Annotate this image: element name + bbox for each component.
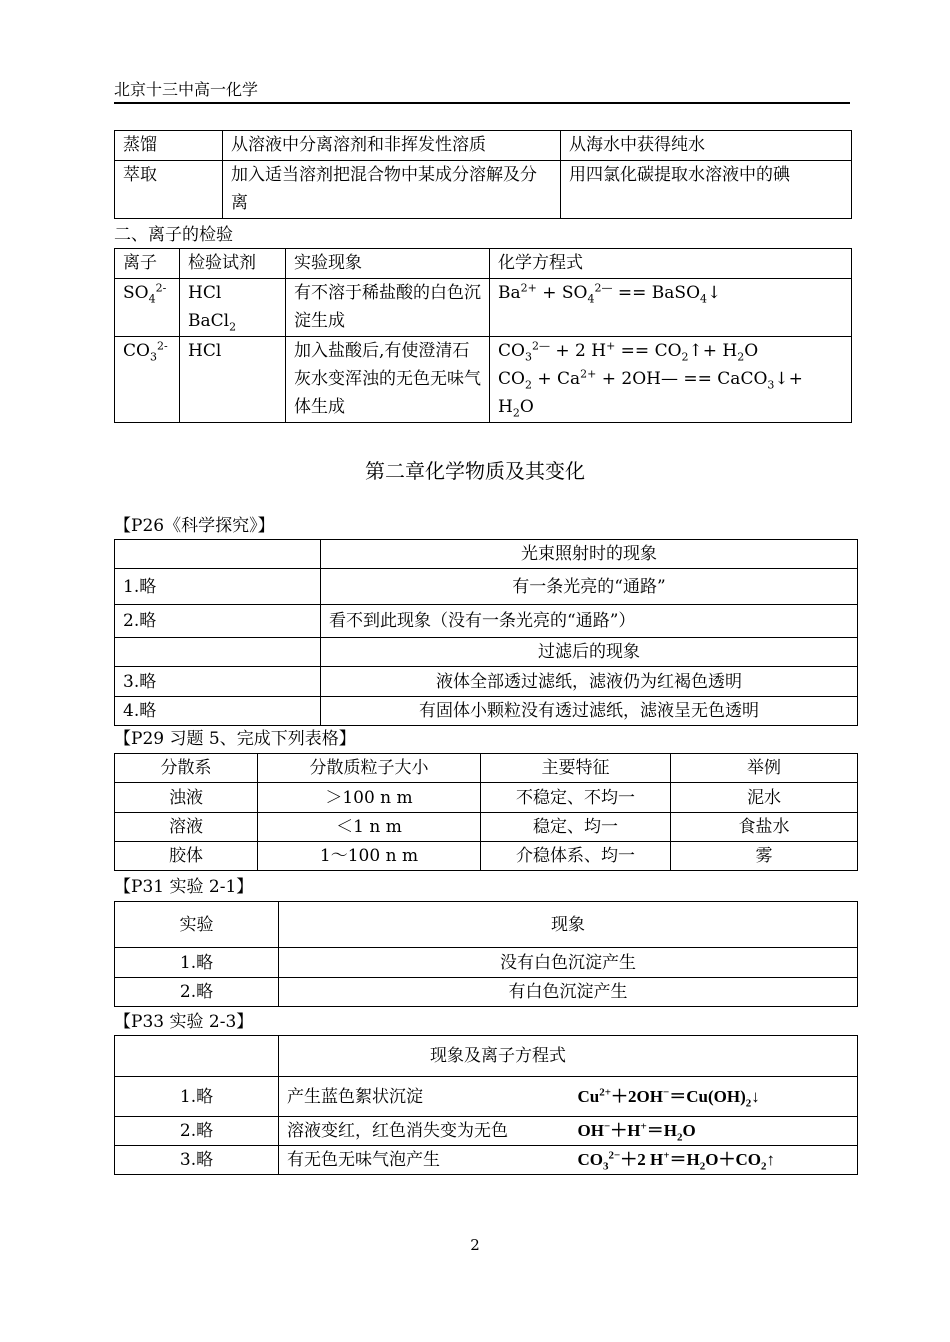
ion-test-table [114,248,852,423]
ion-cell: $SO_4^{2-}$ [115,279,180,337]
row-value: 有一条光亮的“通路” [321,569,858,605]
p31-table [114,901,858,1007]
p26-heading: 【P26《科学探究》】 [114,516,275,536]
table-row [115,638,858,667]
table-row [115,337,852,423]
ion-test-heading: 二、离子的检验 [114,225,233,245]
separation-table [114,130,852,219]
row-label: 3.略 [115,667,321,697]
p29-table [114,753,858,871]
table-row: 溶液 ＜1 n m 稳定、均一 食盐水 [115,813,858,842]
row-value: 有固体小颗粒没有透过滤纸，滤液呈无色透明 [321,697,858,726]
table-row [115,540,858,569]
table-row: 1.略 产生蓝色絮状沉淀 $Cu^{2+}+2OH^-=Cu(OH)_2↓$ [115,1077,858,1117]
table-header-row [115,902,858,948]
table-row: 胶体 1～100 n m 介稳体系、均一 雾 [115,842,858,871]
column-header: 过滤后的现象 [321,638,858,667]
table-header-row [115,1036,858,1077]
table-row: 2.略 有白色沉淀产生 [115,978,858,1007]
row-label: 4.略 [115,697,321,726]
equation-cell: $Ba^{2+} + SO_4^{2—}$ == BaSO$_4$↓ [490,279,852,337]
page-number: 2 [470,1236,480,1254]
chapter-title: 第二章化学物质及其变化 [365,459,585,483]
column-header: 化学方程式 [490,249,852,279]
table-header-row [115,249,852,279]
column-header: 光束照射时的现象 [321,540,858,569]
column-header: 现象及离子方程式 [279,1036,858,1077]
column-header: 举例 [671,754,858,783]
table-row: 1.略 没有白色沉淀产生 [115,948,858,978]
reagent-cell: HCl BaCl$_2$ [180,279,286,337]
equation-cell: $Cu^{2+}+2OH^-=Cu(OH)_2↓$ [570,1077,858,1117]
column-header: 检验试剂 [180,249,286,279]
table-row [115,131,852,161]
example-cell: 从海水中获得纯水 [561,131,852,161]
row-value: 液体全部透过滤纸，滤液仍为红褐色透明 [321,667,858,697]
equation-cell: $OH^-+H^+=H_2O$ [570,1117,858,1146]
p33-table [114,1035,858,1175]
column-header: 实验 [115,902,279,948]
table-header-row [115,754,858,783]
row-value: 看不到此现象（没有一条光亮的“通路”） [321,605,858,638]
table-row [115,279,852,337]
column-header: 实验现象 [286,249,490,279]
row-label: 1.略 [115,569,321,605]
p33-heading: 【P33 实验 2-3】 [114,1012,254,1032]
table-row: 3.略 有无色无味气泡产生 $CO_3^{2-}+2$ $H^+=H_2O+CO_2↑$ [115,1146,858,1175]
p29-heading: 【P29 习题 5、完成下列表格】 [114,729,356,749]
p31-heading: 【P31 实验 2-1】 [114,877,254,897]
column-header: 分散系 [115,754,258,783]
column-header: 现象 [279,902,858,948]
phenomenon-cell: 加入盐酸后,有使澄清石灰水变浑浊的无色无味气体生成 [286,337,490,423]
table-row: 浊液 ＞100 n m 不稳定、不均一 泥水 [115,783,858,813]
header-title: 北京十三中高一化学 [114,80,259,99]
table-row [115,605,858,638]
method-cell: 萃取 [115,161,223,219]
phenomenon-cell: 有不溶于稀盐酸的白色沉淀生成 [286,279,490,337]
table-row [115,697,858,726]
column-header: 主要特征 [481,754,671,783]
ion-cell: $CO_3^{2-}$ [115,337,180,423]
method-cell: 蒸馏 [115,131,223,161]
table-row [115,161,852,219]
table-row: 2.略 溶液变红，红色消失变为无色 $OH^-+H^+=H_2O$ [115,1117,858,1146]
equation-cell: $CO_3^{2-}+2$ $H^+=H_2O+CO_2↑$ [570,1146,858,1175]
column-header: 离子 [115,249,180,279]
equation-cell: $CO_3^{2—} + 2$ $H^+ == CO_2↑+ H_2O$ $CO_2 + Ca^{2+}$ + 2OH— == CaCO$_3$↓+ $H_2O$ [490,337,852,423]
page-header [114,80,850,104]
p26-table [114,539,858,726]
table-row [115,569,858,605]
reagent-cell: HCl [180,337,286,423]
purpose-cell: 从溶液中分离溶剂和非挥发性溶质 [223,131,561,161]
table-row [115,667,858,697]
purpose-cell: 加入适当溶剂把混合物中某成分溶解及分离 [223,161,561,219]
row-label: 2.略 [115,605,321,638]
example-cell: 用四氯化碳提取水溶液中的碘 [561,161,852,219]
column-header: 分散质粒子大小 [258,754,481,783]
